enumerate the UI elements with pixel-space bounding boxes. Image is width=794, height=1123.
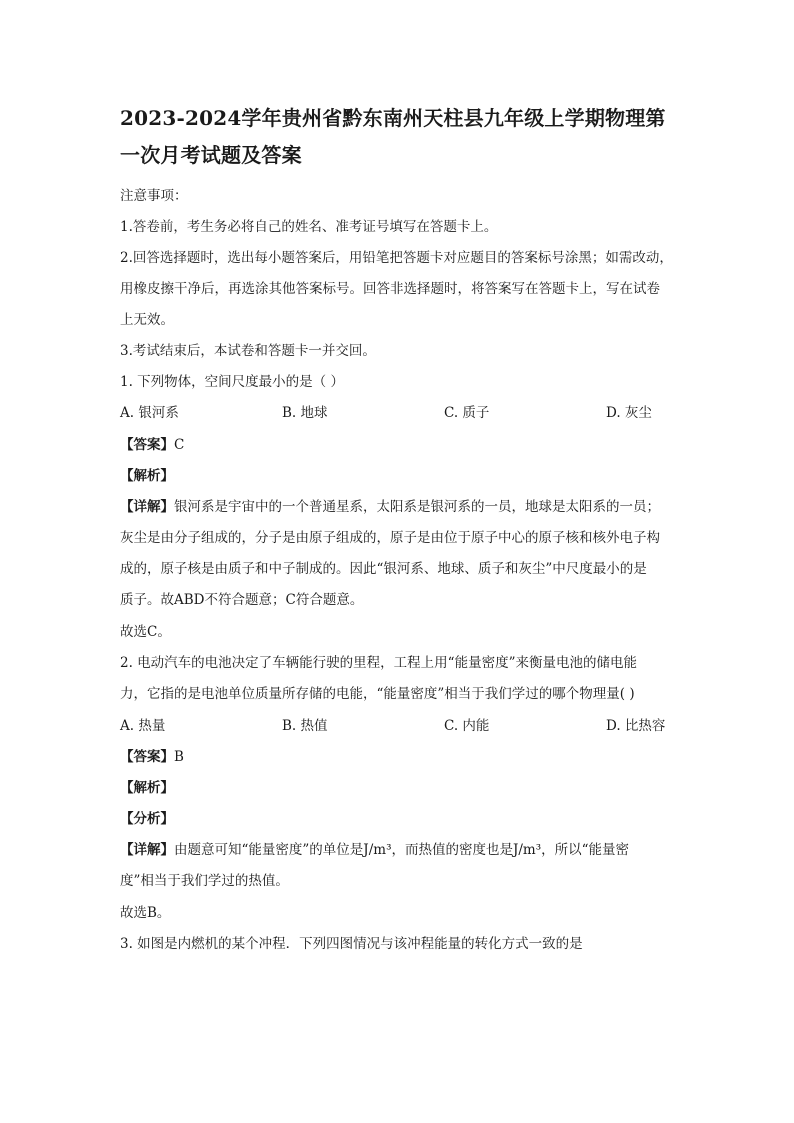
q1-detail-line-1	[120, 497, 680, 517]
title-line-1: 2023-2024学年贵州省黔东南州天柱县九年级上学期物理第	[120, 106, 666, 130]
q2-detail-label: 【详解】	[120, 842, 174, 858]
q1-option-a: A. 银河系	[120, 405, 179, 421]
q1-detail-line-3: 成的，原子核是由质子和中子制成的。因此“银河系、地球、质子和灰尘”中尺度最小的是	[120, 561, 647, 577]
q2-stem-line-1: 2. 电动汽车的电池决定了车辆能行驶的里程，工程上用“能量密度”来衡量电池的储电能	[120, 655, 637, 671]
notice-item-2-line-1: 2.回答选择题时，选出每小题答案后，用铅笔把答题卡对应题目的答案标号涂黑；如需改动，	[120, 250, 673, 266]
q2-detail-line-1	[120, 840, 680, 860]
q1-detail-label: 【详解】	[120, 499, 174, 515]
q1-answer-value: C	[174, 437, 185, 453]
q2-detail-text-1: 由题意可知“能量密度”的单位是J/m³，而热值的密度也是J/m³，所以“能量密	[174, 842, 630, 858]
q1-option-b: B. 地球	[282, 405, 328, 421]
q2-answer	[120, 747, 680, 767]
q1-detail-line-4: 质子。故ABD不符合题意；C符合题意。	[120, 592, 364, 608]
q1-option-c: C. 质子	[444, 405, 490, 421]
q2-answer-label: 【答案】	[120, 749, 174, 765]
q2-conclusion: 故选B。	[120, 905, 171, 921]
document-title	[120, 100, 700, 174]
q2-detail-line-2: 度”相当于我们学过的热值。	[120, 873, 289, 889]
q2-analysis-label: 【解析】	[120, 780, 174, 796]
notice-heading: 注意事项：	[120, 188, 188, 204]
q2-fenxi-label: 【分析】	[120, 811, 174, 827]
title-line-2: 一次月考试题及答案	[120, 143, 302, 167]
q1-detail-text-1: 银河系是宇宙中的一个普通星系，太阳系是银河系的一员，地球是太阳系的一员；	[174, 499, 660, 515]
q1-answer-label: 【答案】	[120, 437, 174, 453]
q1-detail-line-2: 灰尘是由分子组成的，分子是由原子组成的，原子是由位于原子中心的原子核和核外电子构	[120, 530, 660, 546]
q2-stem-line-2: 力，它指的是电池单位质量所存储的电能，“能量密度”相当于我们学过的哪个物理量( )	[120, 686, 635, 702]
q2-option-b: B. 热值	[282, 718, 328, 734]
q2-option-c: C. 内能	[444, 718, 490, 734]
q2-option-d: D. 比热容	[606, 718, 666, 734]
notice-item-1: 1.答卷前，考生务必将自己的姓名、准考证号填写在答题卡上。	[120, 219, 498, 235]
q1-option-d: D. 灰尘	[606, 405, 652, 421]
q1-analysis-label: 【解析】	[120, 468, 174, 484]
q1-stem: 1. 下列物体，空间尺度最小的是（ ）	[120, 374, 344, 390]
q2-option-a: A. 热量	[120, 718, 166, 734]
notice-item-2-line-3: 上无效。	[120, 312, 174, 328]
notice-item-2-line-2: 用橡皮擦干净后，再选涂其他答案标号。回答非选择题时，将答案写在答题卡上，写在试卷	[120, 281, 660, 297]
q1-conclusion: 故选C。	[120, 624, 171, 640]
notice-item-3: 3.考试结束后，本试卷和答题卡一并交回。	[120, 343, 376, 359]
q2-answer-value: B	[174, 749, 184, 765]
q3-stem: 3. 如图是内燃机的某个冲程．下列四图情况与该冲程能量的转化方式一致的是	[120, 936, 583, 952]
q1-answer	[120, 435, 680, 455]
